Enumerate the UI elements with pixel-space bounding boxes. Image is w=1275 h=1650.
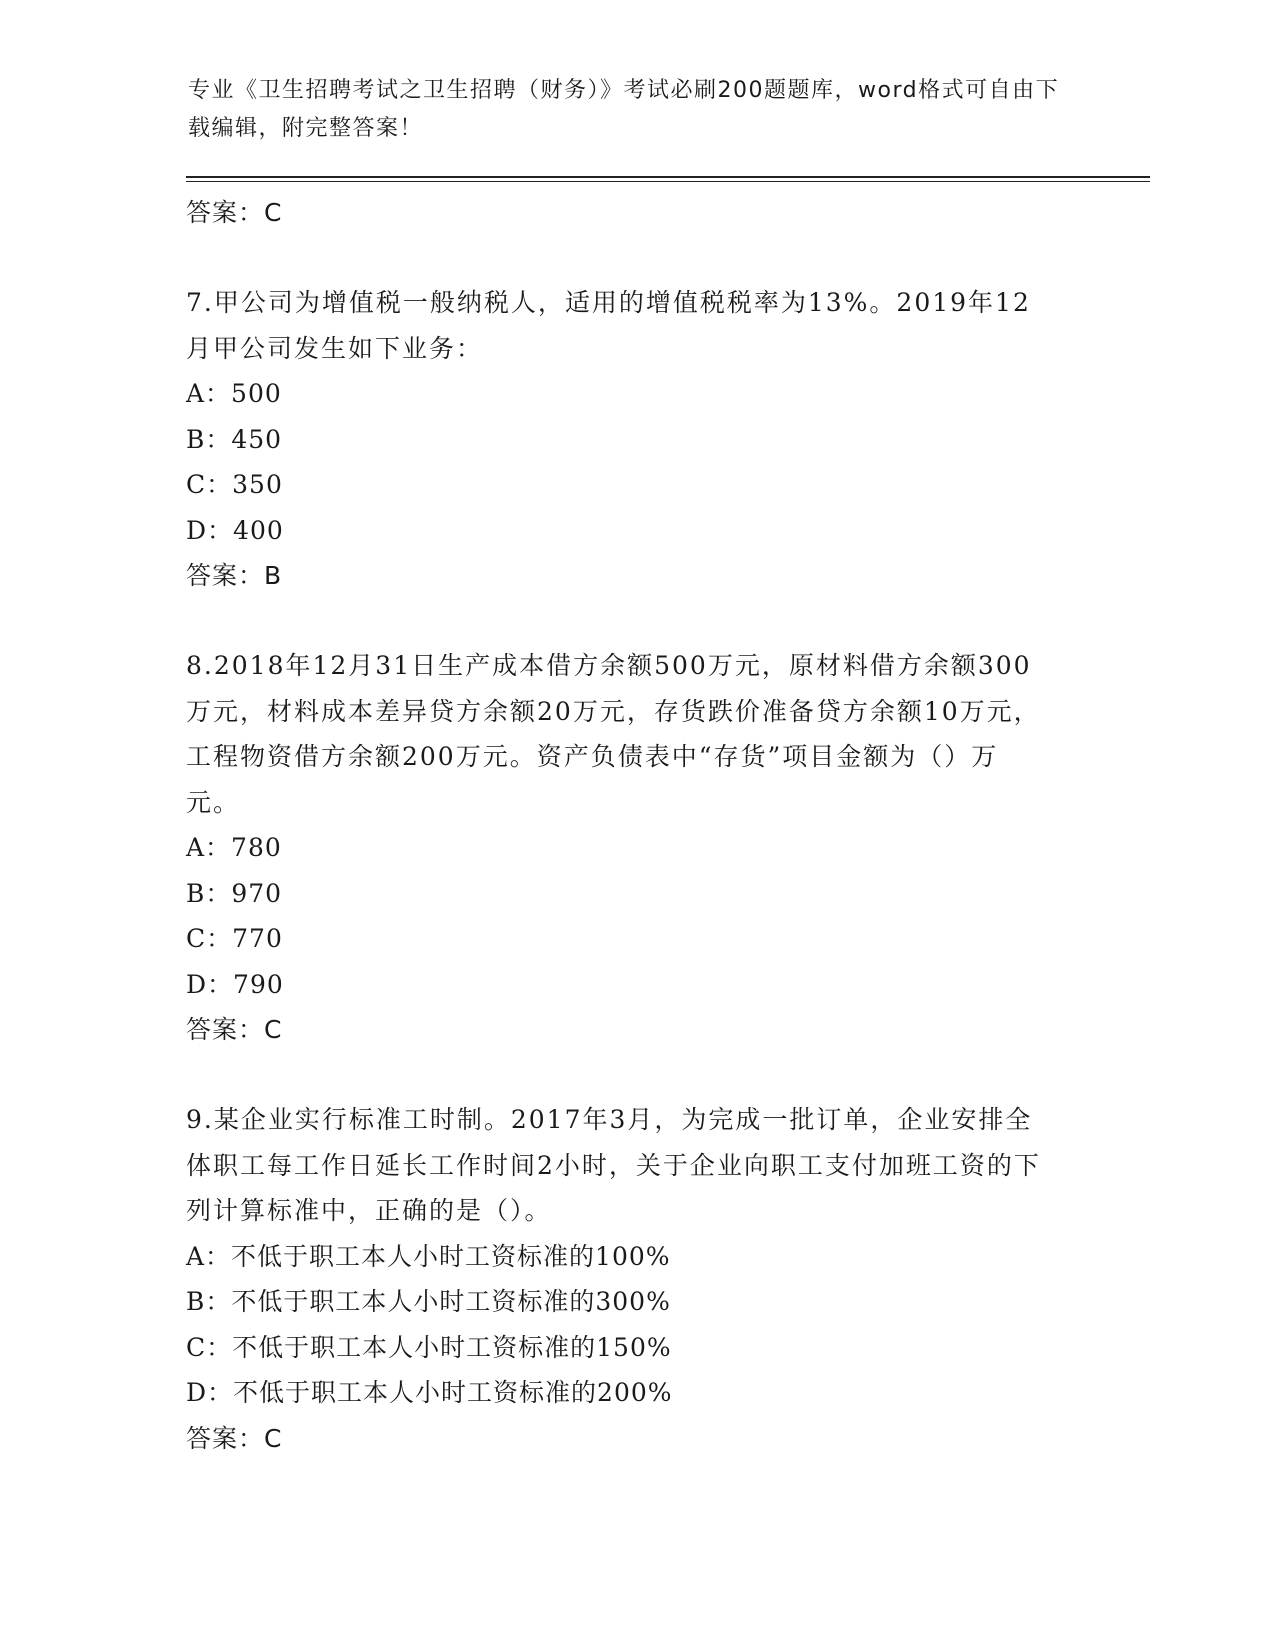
header-divider-thin <box>186 181 1150 182</box>
option-d: D：790 <box>186 969 284 999</box>
answer: 答案：B <box>186 561 283 590</box>
option-b: B：970 <box>186 878 283 908</box>
option-a: A：500 <box>186 379 282 408</box>
question-8 <box>186 643 1086 1053</box>
option-c: C：350 <box>186 470 283 499</box>
previous-answer: 答案：C <box>186 198 283 227</box>
question-9 <box>186 1097 1086 1462</box>
answer: 答案：C <box>186 1423 283 1453</box>
question-stem: 8.2018年12月31日生产成本借方余额500万元，原材料借方余额300万元，材料成本差异贷方余额20万元，存货跌价准备贷方余额10万元，工程物资借方余额200万元。资产负债表中“存货”项目金额为（）万元。 <box>186 651 1041 817</box>
page-header: 专业《卫生招聘考试之卫生招聘（财务）》考试必刷200题题库，word格式可自由下载编辑，附完整答案！ <box>188 78 1060 141</box>
question-7 <box>186 280 1086 599</box>
document-body <box>186 190 1086 1462</box>
option-c: C：不低于职工本人小时工资标准的150% <box>186 1332 672 1362</box>
question-stem: 7.甲公司为增值税一般纳税人，适用的增值税税率为13%。2019年12月甲公司发生如下业务： <box>186 288 1031 363</box>
header-divider-thick <box>186 176 1150 178</box>
option-a: A：不低于职工本人小时工资标准的100% <box>186 1241 671 1271</box>
option-b: B：不低于职工本人小时工资标准的300% <box>186 1287 671 1316</box>
option-c: C：770 <box>186 924 283 953</box>
option-a: A：780 <box>186 833 282 862</box>
option-b: B：450 <box>186 424 283 454</box>
option-d: D：400 <box>186 515 284 545</box>
answer: 答案：C <box>186 1015 283 1044</box>
option-d: D：不低于职工本人小时工资标准的200% <box>186 1378 673 1407</box>
question-stem: 9.某企业实行标准工时制。2017年3月，为完成一批订单，企业安排全体职工每工作日延长工作时间2小时，关于企业向职工支付加班工资的下列计算标准中，正确的是（）。 <box>186 1105 1041 1225</box>
